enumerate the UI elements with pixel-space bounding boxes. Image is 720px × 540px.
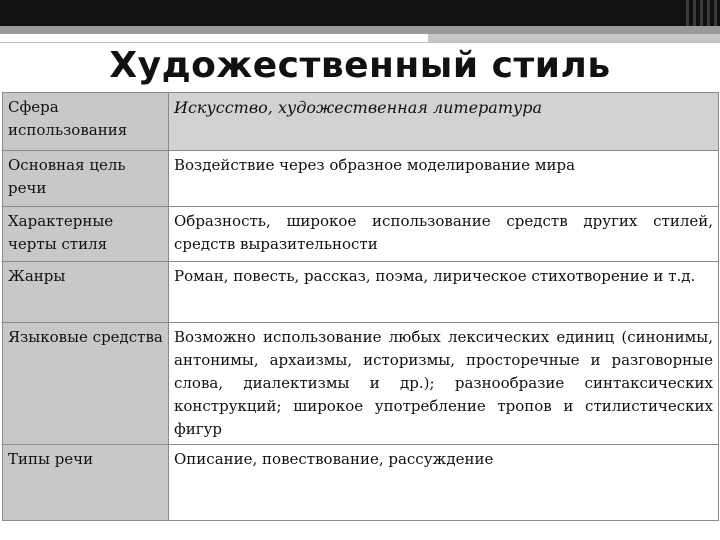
slide-title [0,42,720,90]
row-value: Описание, повествование, рассуждение [169,445,719,521]
style-table [2,92,719,521]
row-value: Образность, широкое использование средств других стилей, средств выразительности [169,207,719,262]
header-grey-bar [0,26,720,34]
row-label: Сфера использования [3,93,169,151]
table-row-features [3,207,719,262]
table-row-goal [3,151,719,207]
row-label: Языковые средства [3,323,169,445]
row-label: Характерные черты стиля [3,207,169,262]
row-label: Жанры [3,262,169,323]
table-row-language-means [3,323,719,445]
header-accent-bar [428,34,720,42]
table-row-sphere [3,93,719,151]
row-value: Воздействие через образное моделирование мира [169,151,719,207]
row-value: Искусство, художественная литература [169,93,719,151]
table-row-speech-types [3,445,719,521]
header-dark-bar [0,0,720,26]
row-label: Основная цель речи [3,151,169,207]
table-row-genres [3,262,719,323]
row-label: Типы речи [3,445,169,521]
slide-title-text: Художественный стиль [109,45,611,86]
row-value: Возможно использование любых лексических единиц (синонимы, антонимы, архаизмы, историзмы, просторечные и разговорные слова, диалектизмы и др.); разнообразие синтаксических конструкций; широкое употребление тропов и стилистических фигур [169,323,719,445]
row-value: Роман, повесть, рассказ, поэма, лирическое стихотворение и т.д. [169,262,719,323]
